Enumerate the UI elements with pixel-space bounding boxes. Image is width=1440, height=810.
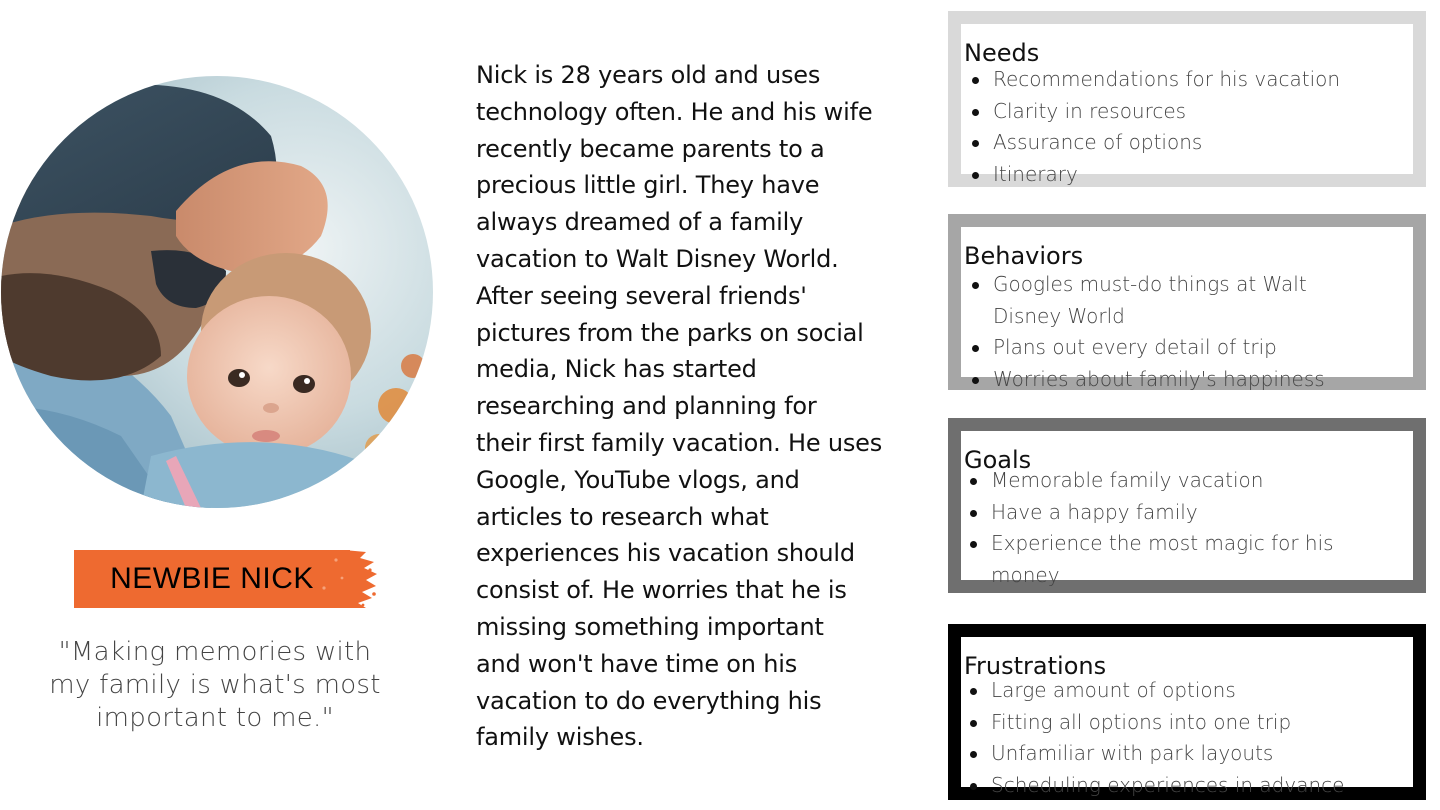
goals-item-continuation: money	[991, 562, 1060, 587]
goals-box	[948, 418, 1426, 593]
bio-line: vacation to Walt Disney World.	[476, 244, 839, 273]
behaviors-item: Googles must-do things at Walt	[966, 269, 1325, 301]
goals-item: Experience the most magic for his	[964, 528, 1334, 560]
bio-line: media, Nick has started	[476, 355, 757, 384]
bio-line: After seeing several friends'	[476, 281, 807, 310]
goals-list	[964, 465, 1334, 591]
persona-bio	[476, 57, 926, 756]
bio-line: consist of. He worries that he is	[476, 576, 847, 605]
goals-item: Have a happy family	[964, 497, 1334, 529]
bio-line: precious little girl. They have	[476, 171, 820, 200]
persona-photo	[1, 76, 433, 508]
persona-quote	[20, 636, 410, 735]
goals-title: Goals	[964, 446, 1032, 474]
bio-line: and won't have time on his	[476, 649, 798, 678]
bio-line: experiences his vacation should	[476, 539, 855, 568]
quote-line: "Making memories with	[58, 637, 372, 667]
bio-line: vacation to do everything his	[476, 686, 822, 715]
behaviors-list	[966, 269, 1325, 395]
behaviors-title: Behaviors	[964, 242, 1084, 270]
persona-name-tag	[74, 548, 378, 610]
bio-line: missing something important	[476, 612, 824, 641]
behaviors-item: Worries about family's happiness	[966, 364, 1325, 396]
frustrations-item: Fitting all options into one trip	[964, 707, 1344, 739]
quote-line: important to me."	[96, 703, 334, 733]
goals-item: Memorable family vacation	[964, 465, 1334, 497]
needs-item: Recommendations for his vacation	[966, 64, 1340, 96]
behaviors-item: Plans out every detail of trip	[966, 332, 1325, 364]
father-and-baby-photo-icon	[1, 76, 433, 508]
frustrations-box	[948, 624, 1426, 800]
needs-item: Assurance of options	[966, 127, 1340, 159]
bio-line: recently became parents to a	[476, 134, 825, 163]
needs-box	[948, 11, 1426, 187]
bio-line: articles to research what	[476, 502, 769, 531]
persona-name: NEWBIE NICK	[110, 562, 314, 595]
bio-line: pictures from the parks on social	[476, 318, 864, 347]
frustrations-item: Unfamiliar with park layouts	[964, 738, 1344, 770]
frustrations-item: Large amount of options	[964, 675, 1344, 707]
bio-line: Nick is 28 years old and uses	[476, 61, 821, 89]
bio-line: technology often. He and his wife	[476, 97, 873, 126]
frustrations-item: Scheduling experiences in advance	[964, 770, 1344, 802]
needs-list	[966, 64, 1340, 190]
behaviors-box	[948, 214, 1426, 390]
bio-line: researching and planning for	[476, 392, 817, 421]
needs-title: Needs	[964, 39, 1040, 67]
bio-line: Google, YouTube vlogs, and	[476, 465, 800, 494]
bio-line: always dreamed of a family	[476, 208, 804, 237]
quote-line: my family is what's most	[49, 670, 381, 700]
needs-item: Itinerary	[966, 159, 1340, 191]
bio-line: their first family vacation. He uses	[476, 428, 883, 457]
frustrations-title: Frustrations	[964, 652, 1107, 680]
frustrations-list	[964, 675, 1344, 801]
behaviors-item-continuation: Disney World	[993, 303, 1125, 328]
bio-line: family wishes.	[476, 723, 644, 752]
needs-item: Clarity in resources	[966, 96, 1340, 128]
